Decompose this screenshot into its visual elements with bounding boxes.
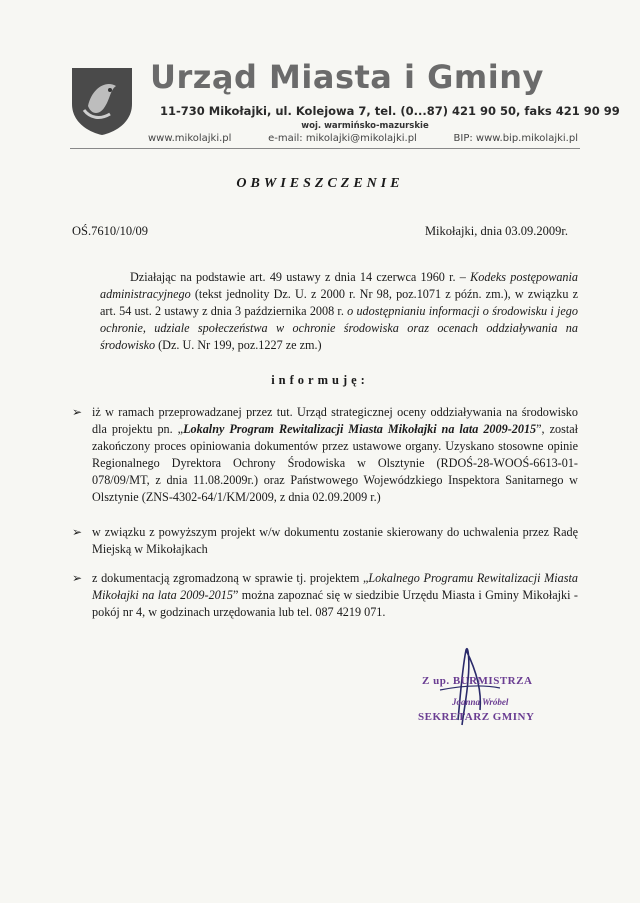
bullet-text: z dokumentacją zgromadzoną w sprawie tj. projektem „ xyxy=(92,571,369,585)
website-link[interactable]: www.mikolajki.pl xyxy=(148,133,232,144)
intro-text-1: Działając na podstawie art. 49 ustawy z dnia 14 czerwca 1960 r. – xyxy=(130,270,471,284)
letterhead-divider xyxy=(70,148,580,149)
letterhead-address: 11-730 Mikołajki, ul. Kolejowa 7, tel. (0...87) 421 90 50, faks 421 90 99 xyxy=(160,104,620,118)
letterhead-contacts xyxy=(148,133,578,144)
bullet-program-name: Lokalny Program Rewitalizacji Miasta Mikołajki na lata 2009-2015 xyxy=(183,422,537,436)
list-item xyxy=(72,570,578,621)
arrow-bullet-icon: ➢ xyxy=(72,525,83,539)
letterhead-region: woj. warmińsko-mazurskie xyxy=(301,121,429,131)
email-link[interactable]: e-mail: mikolajki@mikolajki.pl xyxy=(268,133,417,144)
stamp-line-3: SEKRETARZ GMINY xyxy=(418,711,535,723)
bip-link[interactable]: BIP: www.bip.mikolajki.pl xyxy=(453,133,578,144)
intro-text-2: (tekst jednolity Dz. U. z 2000 r. Nr 98, poz.1071 z późn. zm.), w związku z art. 54 ust. 2 ustawy z dnia 3 października 2008 r. xyxy=(100,287,578,318)
bullet-text: w związku z powyższym projekt w/w dokumentu zostanie skierowany do uchwalenia przez Radę Miejską w Mikołajkach xyxy=(92,525,578,556)
bullet-text: ” można zapoznać się w siedzibie Urzędu Miasta i Gminy Mikołajki - pokój nr 4, w godzinach urzędowania lub tel. 087 4219 071. xyxy=(92,588,578,619)
bullet-text: ”, został zakończony proces opiniowania dokumentów przez ustawowe organy. Uzyskano stosowne opinie Regionalnego Dyrektora Ochrony Środowiska w Olsztynie (RDOŚ-28-WOOŚ-6613-01-078/09/MT, z dnia 11.08.2009r.) oraz Państwowego Wojewódzkiego Inspektora Sanitarnego w Olsztynie (ZNS-4302-64/1/KM/2009, z dnia 02.09.2009 r.) xyxy=(92,422,578,504)
intro-text-3: (Dz. U. Nr 199, poz.1227 ze zm.) xyxy=(155,338,322,352)
reference-number: OŚ.7610/10/09 xyxy=(72,224,149,238)
letterhead-title: Urząd Miasta i Gminy xyxy=(150,58,544,96)
arrow-bullet-icon: ➢ xyxy=(72,571,83,585)
arrow-bullet-icon: ➢ xyxy=(72,405,83,419)
list-item xyxy=(72,404,578,506)
intro-italic-2: o udostępnianiu informacji o środowisku i jego ochronie, udziale społeczeństwa w ochronie środowiska oraz ocenach oddziaływania na środowisko xyxy=(100,304,578,352)
intro-paragraph xyxy=(100,269,578,354)
informuje-heading: informuję: xyxy=(271,373,369,387)
bullet-text: iż w ramach przeprowadzanej przez tut. Urząd strategicznej oceny oddziaływania na środowisko dla projektu pn. „ xyxy=(92,405,578,436)
stamp-line-1: Z up. BURMISTRZA xyxy=(422,675,533,687)
intro-italic-1: Kodeks postępowania administracyjnego xyxy=(100,270,578,301)
list-item xyxy=(72,524,578,558)
coat-of-arms-icon xyxy=(70,66,134,136)
bullet-program-name: Lokalnego Programu Rewitalizacji Miasta Mikołajki na lata 2009-2015 xyxy=(92,571,578,602)
place-date: Mikołajki, dnia 03.09.2009r. xyxy=(424,224,568,238)
document-heading: OBWIESZCZENIE xyxy=(236,176,404,191)
stamp-name: Joanna Wróbel xyxy=(452,697,509,707)
